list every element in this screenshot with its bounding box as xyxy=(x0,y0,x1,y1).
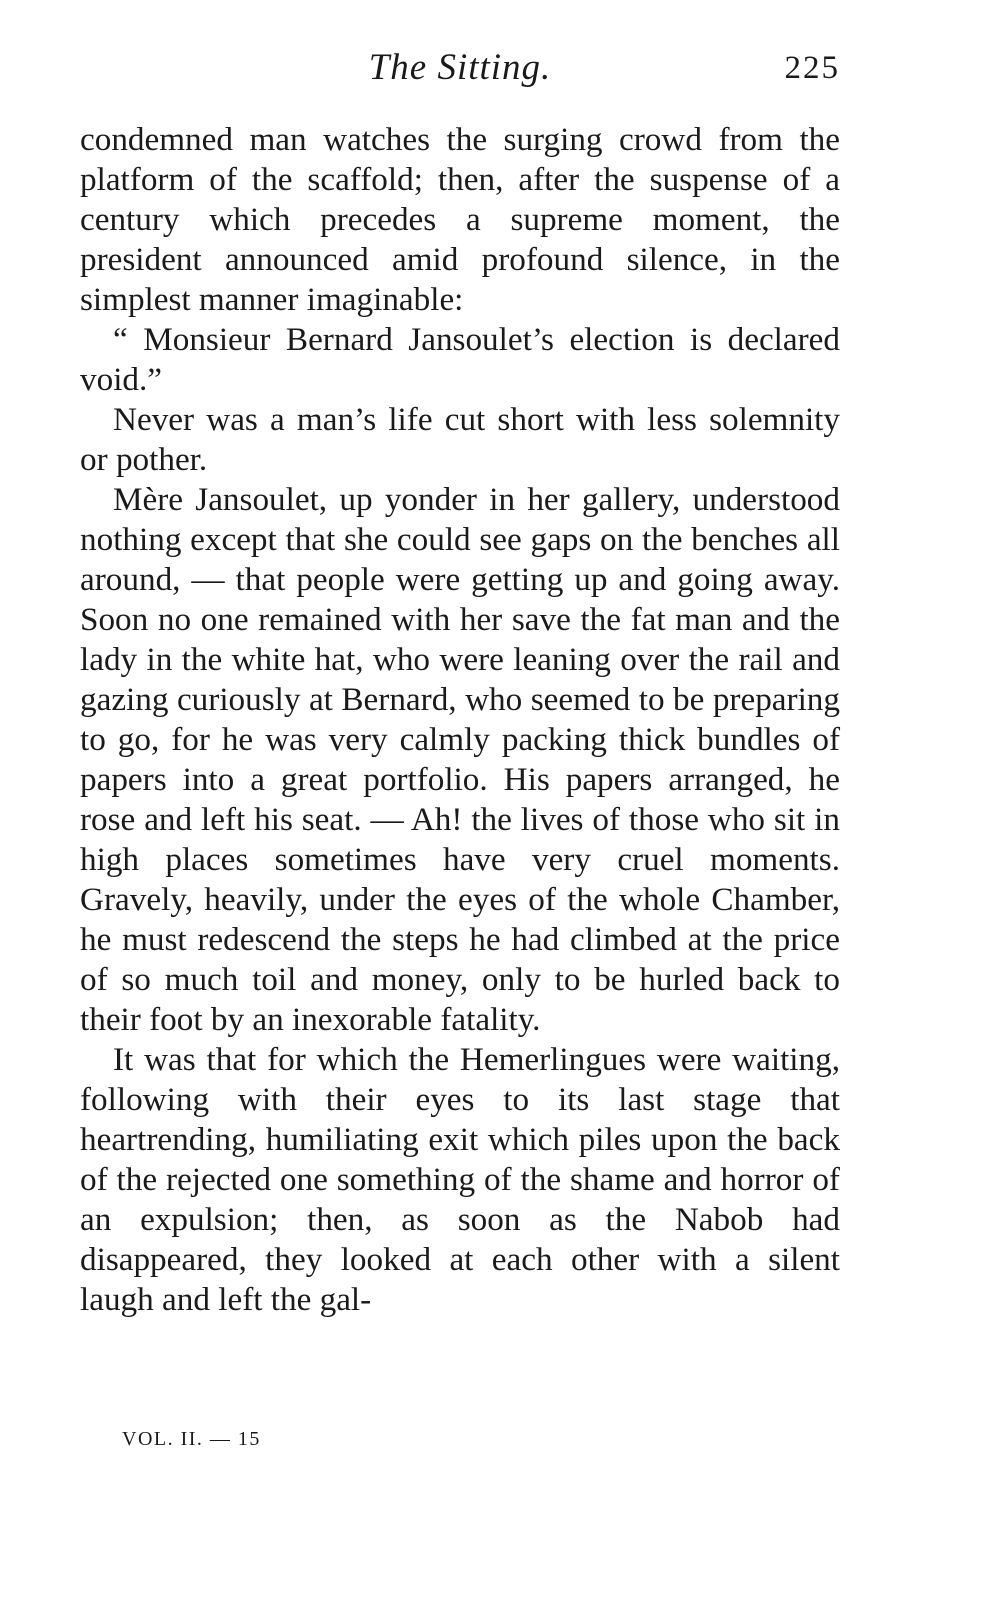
paragraph: Never was a man’s life cut short with less solemnity or pother. xyxy=(80,401,840,478)
paragraph-continued: condemned man watches the surging crowd from the platform of the scaffold; then, after the suspense of a century which precedes a supreme moment, the president announced amid profound silence, in the simplest manner imaginable: xyxy=(80,121,840,318)
signature-mark: VOL. II. — 15 xyxy=(122,1428,261,1450)
body-text xyxy=(80,120,840,1320)
paragraph: It was that for which the Hemerlingues were waiting, following with their eyes to its last stage that heartrending, humiliating exit which piles upon the back of the rejected one something of the shame and horror of an expulsion; then, as soon as the Nabob had disappeared, they looked at each other with a silent laugh and left the gal- xyxy=(80,1041,840,1318)
paragraph: Mère Jansoulet, up yonder in her gallery, understood nothing except that she could see gaps on the benches all around, — that people were getting up and going away. Soon no one remained with her save the fat man and the lady in the white hat, who were leaning over the rail and gazing curiously at Bernard, who seemed to be preparing to go, for he was very calmly packing thick bundles of papers into a great portfolio. His papers arranged, he rose and left his seat. — Ah! the lives of those who sit in high places sometimes have very cruel moments. Gravely, heavily, under the eyes of the whole Chamber, he must redescend the steps he had climbed at the price of so much toil and money, only to be hurled back to their foot by an inexorable fatality. xyxy=(80,481,840,1038)
running-title: The Sitting. xyxy=(368,47,552,88)
paragraph-quote: “ Monsieur Bernard Jansoulet’s election is declared void.” xyxy=(80,321,840,398)
page-number: 225 xyxy=(784,50,840,86)
running-head xyxy=(80,40,840,100)
